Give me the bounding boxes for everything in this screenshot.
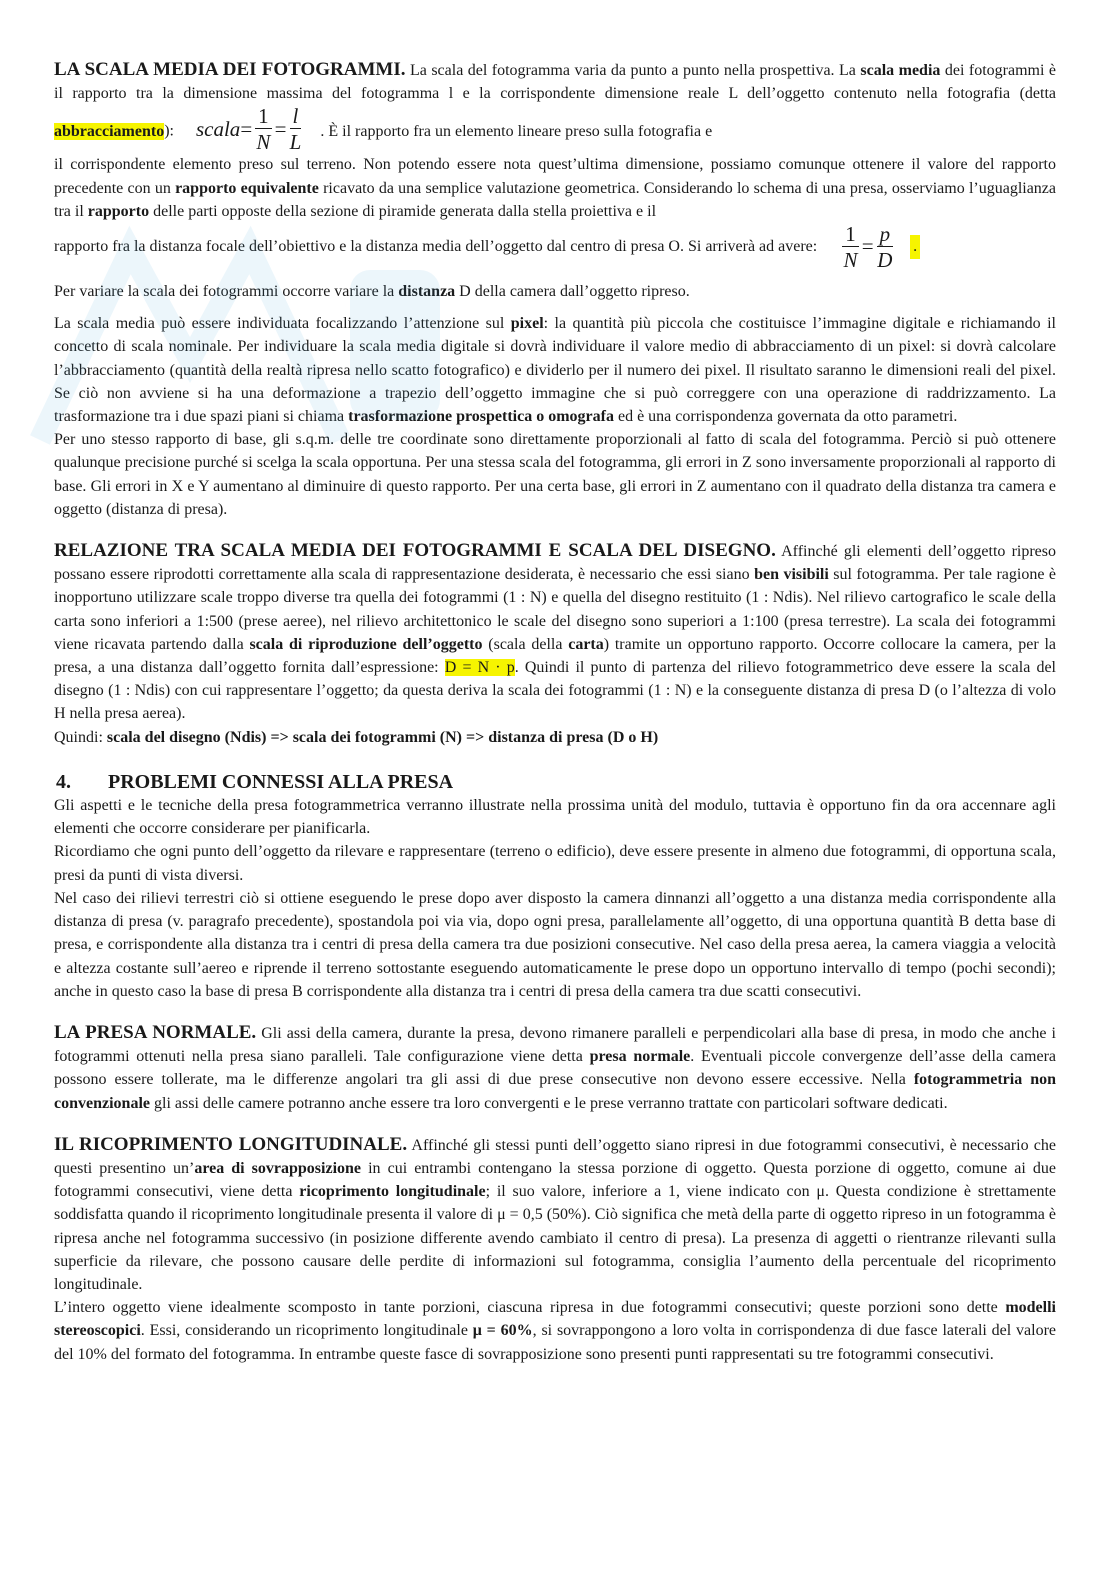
highlight-dot: . bbox=[910, 235, 920, 258]
paragraph-relazione: RELAZIONE TRA SCALA MEDIA DEI FOTOGRAMMI E SCALA DEL DISEGNO. Affinché gli elementi dell’oggetto ripreso possano essere riprodotti correttamente alla scala di rappresentazione desiderata, è necessario che essi siano ben visibili sul fotogramma. Per tale ragione è inopportuno utilizzare scale troppo diverse tra quella dei fotogrammi (1 : N) e quella del disegno restituito (1 : Ndis). Nel rilievo cartografico le scale della carta sono inferiori a 1:500 (prese aeree), nel rilievo architettonico le scale del disegno sono superiori a 1:100 (presa terrestre). La scala dei fotogrammi viene ricavata partendo dalla scala di riproduzione dell’oggetto (scala della carta) tramite un opportuno rapporto. Occorre collocare la camera, per la presa, a una distanza dall’oggetto fornita dall’espressione: D = N · p. Quindi il punto di partenza del rilievo fotogrammetrico deve essere la scala del disegno (1 : Ndis) con cui rappresentare l’oggetto; da questa deriva la scala dei fotogrammi (1 : N) e la conseguente distanza di presa D (o l’altezza di volo H nella presa aerea). bbox=[54, 540, 1057, 723]
section-heading bbox=[54, 771, 1056, 794]
heading-ricoprimento: IL RICOPRIMENTO LONGITUDINALE. bbox=[54, 1133, 408, 1155]
paragraph-ricoprimento: IL RICOPRIMENTO LONGITUDINALE. Affinché gli stessi punti dell’oggetto siano ripresi in due fotogrammi consecutivi, è necessario che questi presentino un’area di sovrapposizione in cui entrambi contengano la stessa porzione di oggetto. Questa porzione di oggetto, comune ai due fotogrammi consecutivi, viene detta ricoprimento longitudinale; il suo valore, inferiore a 1, viene indicato con μ. Questa condizione è strettamente soddisfatta quando il ricoprimento longitudinale presenta il valore di μ = 0,5 (50%). Ciò significa che metà della parte di oggetto ripreso in un fotogramma è ripresa anche nel fotogramma successivo (in posizione differente avendo cambiato il centro di presa). La presenza di aggetti o rientranze rilevanti sulla superficie da rilevare, che possono causare delle perdite di informazioni sul fotogramma, consiglia l’aumento della percentuale del ricoprimento longitudinale. bbox=[54, 1133, 1057, 1293]
paragraph-modelli-stereoscopici: L’intero oggetto viene idealmente scomposto in tante porzioni, ciascuna ripresa in due fotogrammi consecutivi; queste porzioni sono dette modelli stereoscopici. Essi, considerando un ricoprimento longitudinale μ = 60%, si sovrappongono a loro volta in corrispondenza di due fasce laterali del valore del 10% del formato del fotogramma. In entrambe queste fasce di sovrapposizione sono presenti punti rappresentati su tre fotogrammi consecutivi. bbox=[54, 1299, 1057, 1363]
paragraph-pixel: La scala media può essere individuata focalizzando l’attenzione sul pixel: la quantità più piccola che costituisce l’immagine digitale e richiamando il concetto di scala nominale. Per individuare la scala media digitale si dovrà individuare il valore medio di abbracciamento di un pixel: si dovrà calcolare l’abbracciamento (quantità della realtà ripresa nello scatto fotografico) e dividerlo per il numero dei pixel. Il risultato saranno le dimensioni reali del pixel. Se ciò non avviene si ha una deformazione a trapezio dell’oggetto immagine che si può correggere con una operazione di raddrizzamento. La trasformazione tra i due spazi piani si chiama trasformazione prospettica o omografa ed è una corrispondenza governata da otto parametri. bbox=[54, 315, 1056, 426]
paragraph-rilievi-terrestri: Nel caso dei rilievi terrestri ciò si ottiene eseguendo le prese dopo aver disposto la camera dinnanzi all’oggetto a una distanza media corrispondente alla distanza di presa (v. paragrafo precedente), spostandola poi via via, dopo ogni presa, parallelamente all’oggetto, di una opportuna quantità B detta base di presa, e corrispondente alla distanza tra i centri di presa della camera tra due posizioni consecutive. Nel caso della presa aerea, la camera viaggia a velocità e altezza costante sull’aereo e riprende il terreno sottostante eseguendo automaticamente le prese dopo un opportuno intervallo di tempo (pochi secondi); anche in questo caso la base di presa B corrispondente alla distanza tra i centri di presa della camera tra due scatti consecutivi. bbox=[54, 889, 1056, 1000]
highlight-abbracciamento: abbracciamento bbox=[54, 122, 165, 140]
highlight-formula-d: D = N · p bbox=[444, 659, 515, 677]
paragraph-presa-normale: LA PRESA NORMALE. Gli assi della camera, durante la presa, devono rimanere paralleli e perpendicolari alla base di presa, in modo che anche i fotogrammi ottenuti nella presa siano paralleli. Tale configurazione viene detta presa normale. Eventuali piccole convergenze dell’asse della camera possono essere tollerate, ma le differenze angolari tra gli assi di due prese consecutive non devono essere eccessive. Nella fotogrammetria non convenzionale gli assi delle camere potranno anche essere tra loro convergenti e le prese verranno trattate con particolari software dedicati. bbox=[54, 1021, 1056, 1112]
section-title: PROBLEMI CONNESSI ALLA PRESA bbox=[108, 770, 454, 793]
paragraph-scala-media: LA SCALA MEDIA DEI FOTOGRAMMI. La scala del fotogramma varia da punto a punto nella prospettiva. La scala media dei fotogrammi è il rapporto tra la dimensione massima del fotogramma l e la corrispondente dimensione reale L dell’oggetto contenuto nella fotografia (detta abbracciamento): scala = $\frac{1}{N}$ = $\frac{l}{L}$ . È il rapporto fra un elemento lineare preso sulla fotografia e il corrispondente elemento preso sul terreno. Non potendo essere nota quest’ultima dimensione, possiamo comunque ottenere il valore del rapporto precedente con un rapporto equivalente ricavato da una semplice valutazione geometrica. Considerando lo schema di una presa, osserviamo l’uguaglianza tra il rapporto delle parti opposte della sezione di piramide generata dalla stella proiettiva e il bbox=[54, 59, 1057, 220]
paragraph-ricordiamo: Ricordiamo che ogni punto dell’oggetto da rilevare e rappresentare (terreno o edificio), deve essere presente in almeno due fotogrammi, di opportuna scala, presi da punti di vista diversi. bbox=[54, 843, 1056, 884]
section-number: 4. bbox=[56, 770, 71, 793]
paragraph-scala-media-end: rapporto fra la distanza focale dell’obiettivo e la distanza media dell’oggetto dal centro di presa O. Si arriverà ad avere: $\frac{1}{N}$ = $\frac{p}{D}$ . bbox=[54, 223, 1056, 271]
paragraph-quindi: Quindi: scala del disegno (Ndis) => scala dei fotogrammi (N) => distanza di presa (D o H) bbox=[54, 728, 659, 746]
formula-n-p-d: $\frac{1}{N}$ = $\frac{p}{D}$ bbox=[843, 222, 893, 273]
paragraph-aspetti: Gli aspetti e le tecniche della presa fotogrammetrica verranno illustrate nella prossima unità del modulo, tuttavia è opportuno fin da ora accennare agli elementi che occorre considerare per pianificarla. bbox=[54, 797, 1056, 838]
paragraph-errori: Per uno stesso rapporto di base, gli s.q.m. delle tre coordinate sono direttamente proporzionali al fatto di scala del fotogramma. Perciò si può ottenere qualunque precisione purché si scelga la scala opportuna. Per una stessa scala del fotogramma, gli errori in Z sono inversamente proporzionali al rapporto di base. Gli errori in X e Y aumentano al diminuire di questo rapporto. Per una certa base, gli errori in Z aumentano con il quadrato della distanza tra camera e oggetto (distanza di presa). bbox=[54, 431, 1056, 518]
paragraph-distanza: Per variare la scala dei fotogrammi occorre variare la distanza D della camera dall’oggetto ripreso. bbox=[54, 283, 690, 301]
heading-presa-normale: LA PRESA NORMALE. bbox=[54, 1021, 257, 1043]
heading-relazione: RELAZIONE TRA SCALA MEDIA DEI FOTOGRAMMI E SCALA DEL DISEGNO. bbox=[54, 540, 776, 562]
formula-scala: scala = $\frac{1}{N}$ = $\frac{l}{L}$ bbox=[195, 104, 302, 155]
heading-scala-media: LA SCALA MEDIA DEI FOTOGRAMMI. bbox=[54, 59, 406, 80]
